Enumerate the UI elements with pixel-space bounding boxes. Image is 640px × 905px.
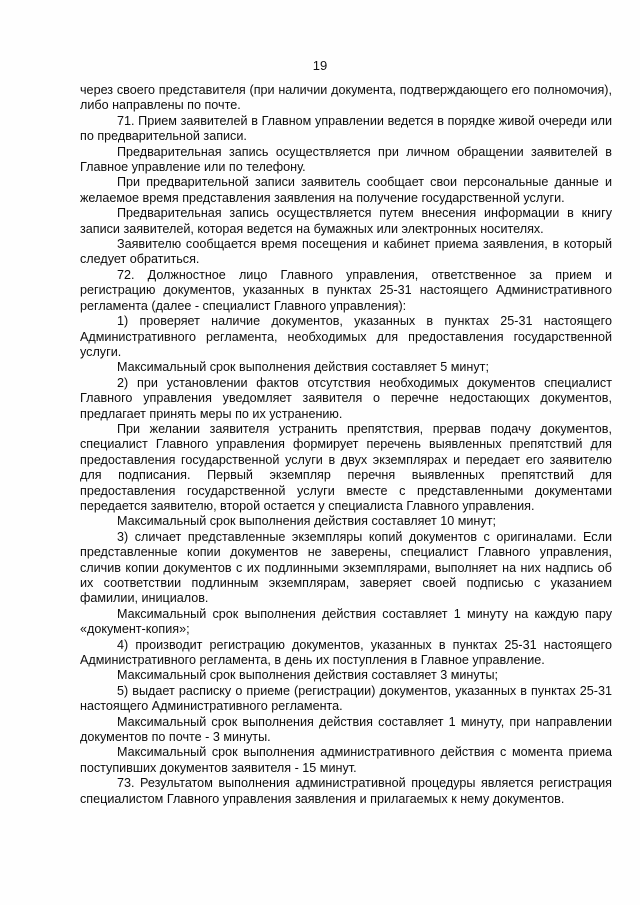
paragraph: Максимальный срок выполнения действия составляет 10 минут; xyxy=(117,514,496,529)
paragraph: Максимальный срок выполнения административного действия с момента приема поступивших документов заявителя - 15 минут. xyxy=(80,745,612,775)
list-item-1: 1) проверяет наличие документов, указанных в пунктах 25-31 настоящего Административного регламента, необходимых для предоставления государственной услуги. xyxy=(80,314,612,359)
paragraph: При предварительной записи заявитель сообщает свои персональные данные и желаемое время представления заявления на получение государственной услуги. xyxy=(80,175,612,205)
list-item-4: 4) производит регистрацию документов, указанных в пунктах 25-31 настоящего Административного регламента, в день их поступления в Главное управление. xyxy=(80,637,612,668)
list-item-2: 2) при установлении фактов отсутствия необходимых документов специалист Главного управления уведомляет заявителя о перечне недостающих документов, предлагает принять меры по их устранению. xyxy=(80,375,612,421)
list-item-3: 3) сличает представленные экземпляры копий документов с оригиналами. Если представленные копии документов не заверены, специалист Главного управления, сличив копии документов с их подлинными экземплярами, выполняет на них надпись об их соответствии подлинным экземплярам, заверяет своей подписью с указанием фамилии, инициалов. xyxy=(80,529,612,606)
page-number: 19 xyxy=(312,58,328,73)
paragraph: Максимальный срок выполнения действия составляет 5 минут; xyxy=(117,360,489,375)
paragraph: Предварительная запись осуществляется путем внесения информации в книгу записи заявителей, которая ведется на бумажных или электронных носителях. xyxy=(80,206,612,236)
paragraph: Максимальный срок выполнения действия составляет 1 минуту, при направлении документов по почте - 3 минуты. xyxy=(80,714,612,745)
paragraph-continuation: через своего представителя (при наличии документа, подтверждающего его полномочия), либо направлены по почте. xyxy=(80,83,612,113)
list-item-5: 5) выдает расписку о приеме (регистрации) документов, указанных в пунктах 25-31 настоящего Административного регламента. xyxy=(80,683,612,714)
paragraph: Максимальный срок выполнения действия составляет 3 минуты; xyxy=(117,668,499,683)
paragraph-73: 73. Результатом выполнения административной процедуры является регистрация специалистом Главного управления заявления и прилагаемых к нему документов. xyxy=(80,776,612,806)
paragraph: Предварительная запись осуществляется при личном обращении заявителей в Главное управление или по телефону. xyxy=(80,144,612,175)
paragraph: При желании заявителя устранить препятствия, прервав подачу документов, специалист Главного управления формирует перечень выявленных препятствий для предоставления государственной услуги в двух экземплярах и передает его заявителю для подписания. Первый экземпляр перечня выявленных препятствий для предоставления государственной услуги вместе с представленными документами передается заявителю, второй остается у специалиста Главного управления. xyxy=(80,421,612,513)
paragraph-71: 71. Прием заявителей в Главном управлении ведется в порядке живой очереди или по предварительной записи. xyxy=(80,113,612,144)
paragraph: Максимальный срок выполнения действия составляет 1 минуту на каждую пару «документ-копия»; xyxy=(80,606,612,637)
paragraph: Заявителю сообщается время посещения и кабинет приема заявления, в который следует обратиться. xyxy=(80,237,612,267)
paragraph-72: 72. Должностное лицо Главного управления, ответственное за прием и регистрацию документов, указанных в пунктах 25-31 настоящего Административного регламента (далее - специалист Главного управления): xyxy=(80,267,612,313)
document-body xyxy=(80,83,612,807)
